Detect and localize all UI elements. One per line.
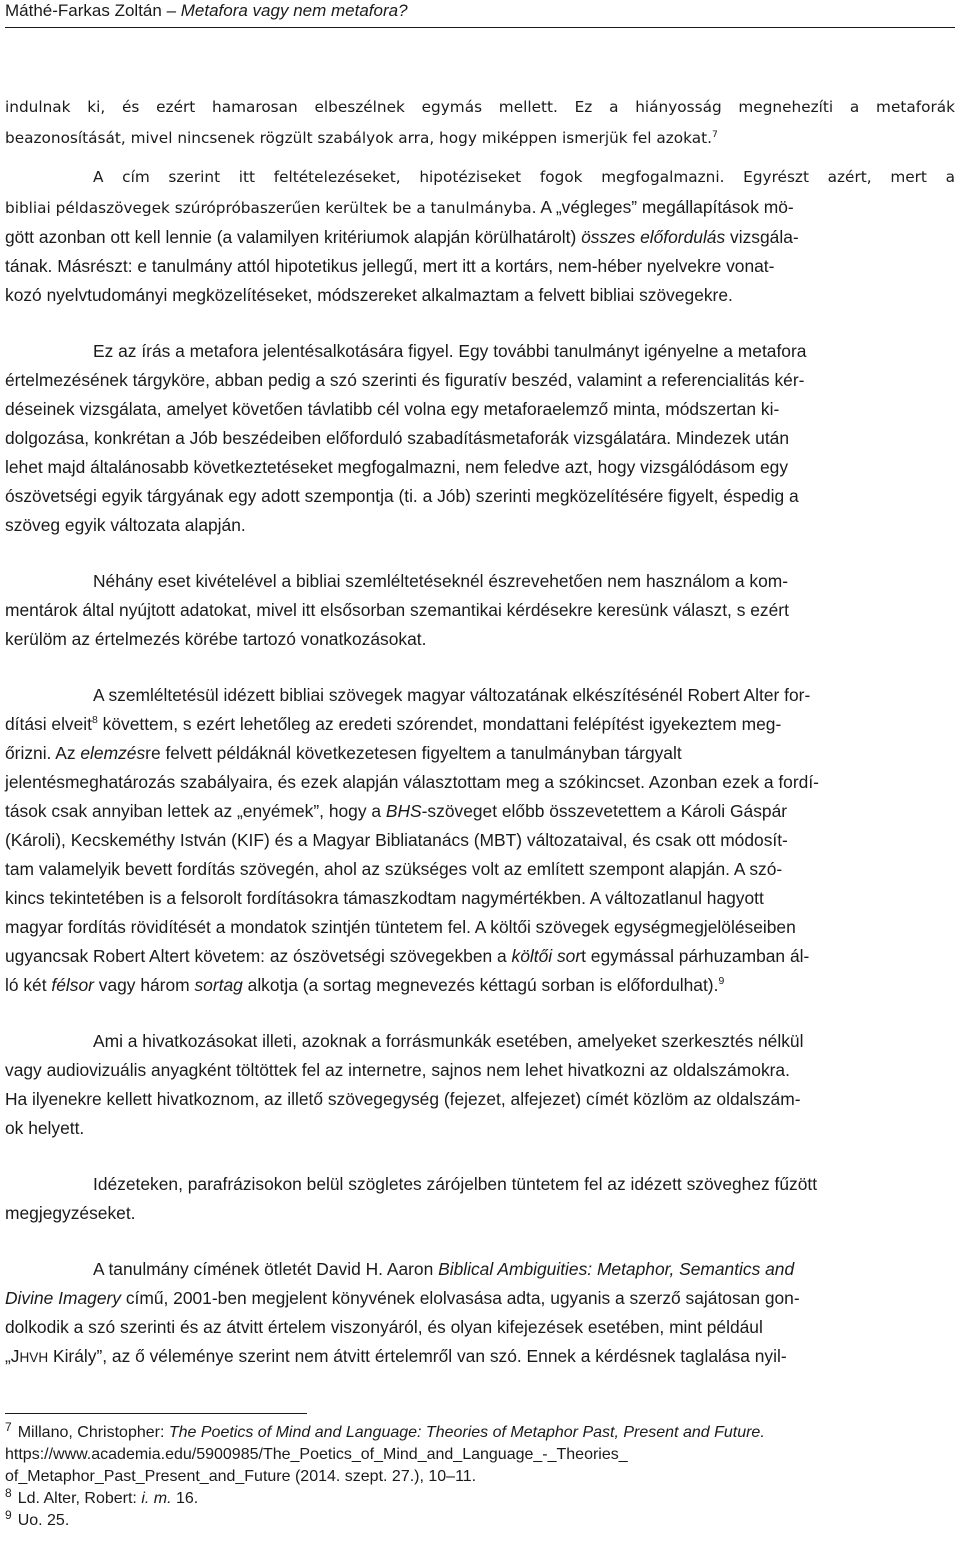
header-title: Metafora vagy nem metafora? xyxy=(180,1,408,20)
footnote-ref: 9 xyxy=(718,976,725,988)
text-run: őrizni. Az xyxy=(5,743,81,763)
paragraph xyxy=(5,1027,955,1143)
text-line: jelentésmeghatározás szabályaira, és ezek alapján választottam meg a szókincset. Azonban ezek a fordí- xyxy=(5,772,819,792)
text-emphasis: Divine Imagery xyxy=(5,1288,121,1308)
text-line xyxy=(5,971,955,1000)
text-line: szöveg egyik változata alapján. xyxy=(5,515,246,535)
page-body xyxy=(5,92,955,1372)
footnote xyxy=(5,1485,955,1510)
text-line: Ami a hivatkozásokat illeti, azoknak a forrásmunkák esetében, amelyeket szerkesztés nélkül xyxy=(93,1031,804,1051)
header-author: Máthé-Farkas Zoltán xyxy=(5,1,162,20)
paragraph xyxy=(5,162,955,193)
text-run: Millano, Christopher: xyxy=(17,1424,169,1441)
text-line: kerülöm az értelmezés körébe tartozó vonatkozásokat. xyxy=(5,629,427,649)
text-line: ószövetségi egyik tárgyának egy adott szempontja (ti. a Jób) szerinti megközelítésére figyelt, éspedig a xyxy=(5,486,799,506)
footnote-number: 7 xyxy=(5,1419,12,1434)
text-line: dolgozása, konkrétan a Jób beszédeiben előforduló szabadításmetaforák vizsgálatára. Mindezek után xyxy=(5,428,790,448)
text-line: Idézeteken, parafrázisokon belül szögletes zárójelben tüntetem fel az idézett szöveghez fűzött xyxy=(93,1174,818,1194)
text-run: tások csak annyiban lettek az „enyémek”, hogy a xyxy=(5,801,386,821)
text-line xyxy=(5,252,955,281)
text-line xyxy=(5,1284,955,1313)
paragraph xyxy=(5,337,955,540)
footnote-line: of_Metaphor_Past_Present_and_Future (2014. szept. 27.), 10–11. xyxy=(5,1468,477,1485)
text-run: gött azonban ott kell lennie (a valamilyen kritériumok alapján körülhatárolt) xyxy=(5,227,577,247)
text-line xyxy=(5,710,955,739)
text-run: A „végleges” megállapítások mö- xyxy=(536,197,794,217)
footnote-rule xyxy=(5,1413,307,1414)
text-run: -szöveget előbb összevetettem a Károli Gáspár xyxy=(421,801,788,821)
text-run: dítási elveit xyxy=(5,714,92,734)
text-line xyxy=(5,1342,955,1372)
paragraph xyxy=(5,1170,955,1228)
text-run: beazonosítását, mivel nincsenek rögzült szabályok arra, hogy miképpen ismerjük fel azokat. xyxy=(5,129,712,147)
text-line: Ha ilyenekre kellett hivatkoznom, az illető szövegegység (fejezet, alfejezet) címét közlöm az oldalszám- xyxy=(5,1089,801,1109)
paragraph-cont xyxy=(5,193,955,310)
running-header xyxy=(5,0,955,32)
text-emphasis: összes előfordulás xyxy=(581,227,726,247)
footnote-number: 9 xyxy=(5,1507,12,1522)
text-line: A szemléltetésül idézett bibliai szövegek magyar változatának elkészítésénél Robert Alter for- xyxy=(93,685,811,705)
text-run: Uo. 25. xyxy=(17,1512,70,1529)
footnote xyxy=(5,1419,955,1444)
text-run: bibliai példaszövegek szúrópróbaszerűen kerültek be a tanulmányba. xyxy=(5,199,537,217)
footnote-ref: 7 xyxy=(711,128,718,140)
footnote-url: https://www.academia.edu/5900985/The_Poetics_of_Mind_and_Language_-_Theories_ xyxy=(5,1446,628,1463)
text-line: Néhány eset kivételével a bibliai szemléltetéseknél észrevehetően nem használom a kom- xyxy=(93,571,789,591)
text-run: Ez az írás a metafora jelentésalkotására figyel. xyxy=(93,341,454,361)
text-line: dolkodik a szó szerinti és az átvitt értelem viszonyáról, és olyan kifejezések esetében, mint például xyxy=(5,1317,763,1337)
text-line xyxy=(5,223,955,252)
paragraph xyxy=(5,1255,955,1372)
text-line: mentárok által nyújtott adatokat, mivel itt elsősorban szemantikai kérdésekre keresünk választ, s ezért xyxy=(5,600,789,620)
paragraph xyxy=(5,92,955,154)
text-run: t egymással párhuzamban ál- xyxy=(581,946,810,966)
text-run: követtem, s ezért lehetőleg az eredeti szórendet, mondattani felépítést igyekeztem meg- xyxy=(97,714,782,734)
text-line xyxy=(5,739,955,768)
paragraph xyxy=(5,567,955,654)
text-line: tam valamelyik bevett fordítás szövegén, ahol az szükséges volt az említett szempont alapján. A szó- xyxy=(5,859,783,879)
text-emphasis: The Poetics of Mind and Language: Theories of Metaphor Past, Present and Future. xyxy=(168,1424,765,1441)
text-run: Ld. Alter, Robert: xyxy=(17,1490,142,1507)
text-run: Másrészt: e tanulmány attól hipotetikus jellegű, mert itt a kortárs, nem-héber nyelvekre vonat- xyxy=(57,256,775,276)
text-line xyxy=(5,337,955,366)
footnotes xyxy=(5,1419,955,1532)
text-run: Király”, az ő véleménye szerint nem átvitt értelemről van szó. Ennek a kérdésnek taglalása nyil- xyxy=(48,1346,787,1366)
text-run: alkotja (a sortag megnevezés kéttagú sorban is előfordulhat). xyxy=(242,975,719,995)
text-emphasis: félsor xyxy=(51,975,94,995)
footnote-number: 8 xyxy=(5,1485,12,1500)
text-run: 16. xyxy=(171,1490,199,1507)
text-run: Egy további tanulmányt igényelne a metafora xyxy=(458,341,807,361)
text-line: magyar fordítás rövidítését a mondatok szintjén tüntetem fel. A költői szövegek egységmegjelöléseiben xyxy=(5,917,796,937)
text-emphasis: i. m. xyxy=(141,1490,172,1507)
text-line: kozó nyelvtudományi megközelítéseket, módszereket alkalmaztam a felvett bibliai szövegekre. xyxy=(5,285,733,305)
text-line xyxy=(5,942,955,971)
footnote xyxy=(5,1507,955,1532)
text-line xyxy=(5,123,955,154)
text-run: ló két xyxy=(5,975,52,995)
text-run: re felvett példáknál következetesen figyeltem a tanulmányban tárgyalt xyxy=(145,743,682,763)
text-line xyxy=(5,797,955,826)
text-line: kincs tekintetében is a felsorolt fordításokra támaszkodtam nagymértékben. A változatlanul hagyott xyxy=(5,888,764,908)
text-line: indulnak ki, és ezért hamarosan elbeszélnek egymás mellett. Ez a hiányosság megnehezíti a metaforák xyxy=(5,98,955,116)
text-run: ugyancsak Robert Altert követem: az ószövetségi szövegekben a xyxy=(5,946,512,966)
text-run: vagy három xyxy=(93,975,195,995)
text-line: ok helyett. xyxy=(5,1118,85,1138)
text-line: lehet majd általánosabb következtetéseket megfogalmazni, nem feledve azt, hogy vizsgálódásom egy xyxy=(5,457,789,477)
footnote-ref: 8 xyxy=(92,715,98,727)
text-run: A tanulmány címének ötletét David H. Aaron xyxy=(93,1259,439,1279)
text-run: vizsgála- xyxy=(730,227,799,247)
text-line: (Károli), Kecskeméthy István (KIF) és a Magyar Bibliatanács (MBT) változataival, és csak ott módosít- xyxy=(5,830,788,850)
text-line xyxy=(5,1255,955,1284)
text-line: megjegyzéseket. xyxy=(5,1203,136,1223)
text-emphasis: Biblical Ambiguities: Metaphor, Semantics and xyxy=(438,1259,795,1279)
text-line: értelmezésének tárgyköre, abban pedig a szó szerinti és figuratív beszéd, valamint a referencialitás kér- xyxy=(5,370,805,390)
text-emphasis: sortag xyxy=(194,975,243,995)
header-separator: – xyxy=(161,1,181,20)
text-line: vagy audiovizuális anyagként töltöttek fel az internetre, sajnos nem lehet hivatkozni az oldalszámokra. xyxy=(5,1060,790,1080)
text-run: tának. xyxy=(5,256,53,276)
text-emphasis: BHS xyxy=(385,801,422,821)
small-caps-run: HVH xyxy=(19,1350,49,1365)
header-rule xyxy=(5,27,955,28)
text-run: című, 2001-ben megjelent könyvének elolvasása adta, ugyanis a szerző sajátosan gon- xyxy=(120,1288,800,1308)
text-line: déseinek vizsgálata, amelyet követően távlatibb cél volna egy metaforaelemző minta, módszertan ki- xyxy=(5,399,780,419)
text-line xyxy=(5,193,955,223)
text-run: „J xyxy=(5,1346,20,1366)
text-emphasis: költői sor xyxy=(511,946,582,966)
text-line: A cím szerint itt feltételezéseket, hipotéziseket fogok megfogalmazni. Egyrészt azért, mert a xyxy=(93,168,955,186)
text-emphasis: elemzés xyxy=(80,743,146,763)
paragraph xyxy=(5,681,955,1000)
